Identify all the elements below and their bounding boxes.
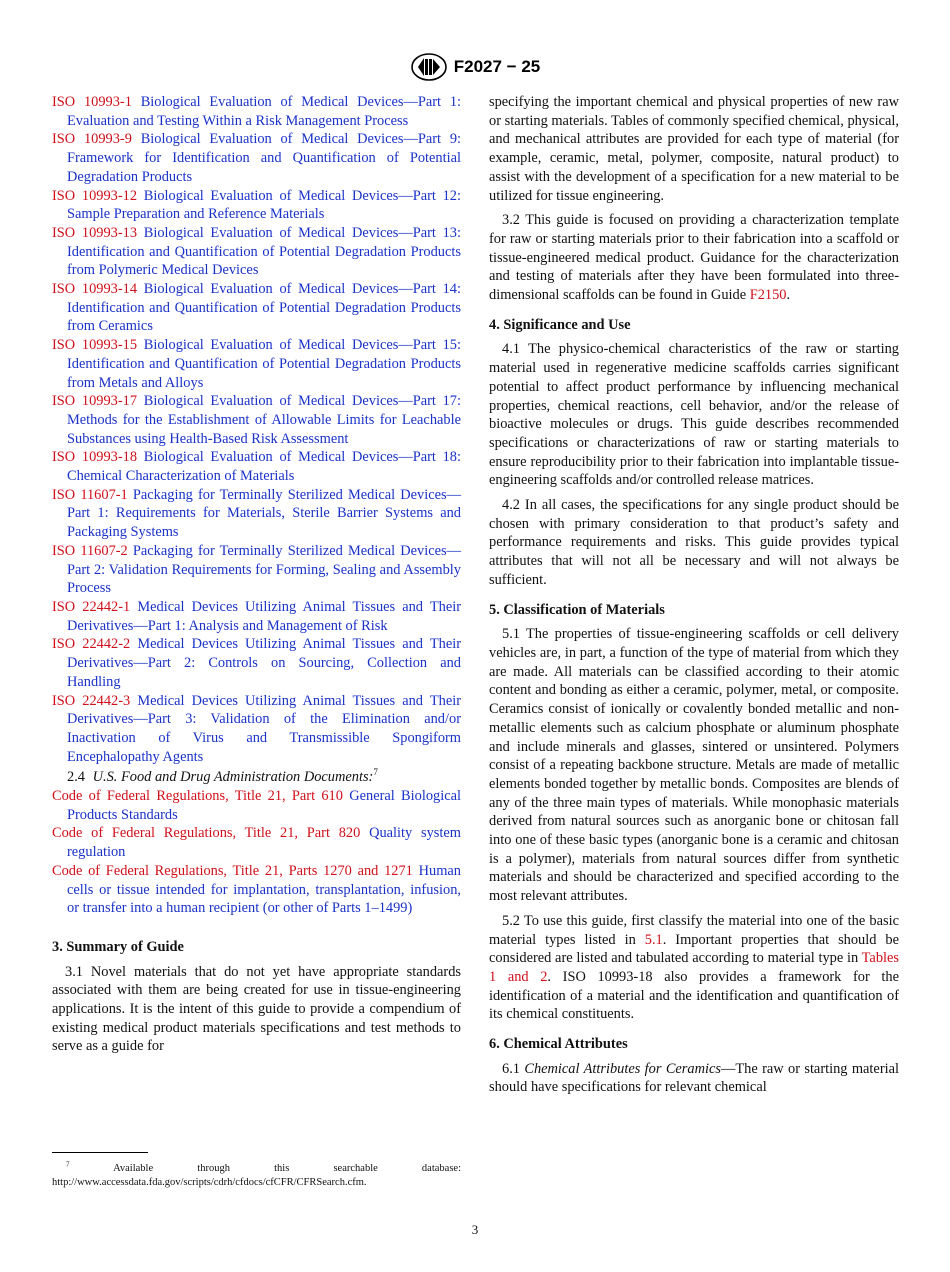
paragraph-6-1-number: 6.1 xyxy=(502,1060,525,1077)
iso-reference-entry xyxy=(52,598,461,635)
astm-logo-icon xyxy=(410,52,448,82)
reference-code-link[interactable]: Code of Federal Regulations, Title 21, Parts 1270 and 1271 xyxy=(52,862,413,879)
paragraph-3-2-end: . xyxy=(786,287,791,304)
fda-heading-number: 2.4 xyxy=(67,769,85,786)
fda-reference-entry xyxy=(52,787,461,824)
iso-reference-entry xyxy=(52,542,461,598)
iso-reference-entry xyxy=(52,336,461,392)
paragraph-5-2-text-b: . Important properties that should be considered are listed and tabulated according to material type in xyxy=(489,931,899,967)
iso-reference-entry xyxy=(52,224,461,280)
link-f2150[interactable]: F2150 xyxy=(749,287,787,304)
reference-code-link[interactable]: Code of Federal Regulations, Title 21, Part 820 xyxy=(52,825,361,842)
iso-reference-entry xyxy=(52,392,461,448)
paragraph-6-1 xyxy=(489,1060,899,1097)
left-column xyxy=(52,93,461,1062)
paragraph-4-2: 4.2 In all cases, the specifications for any single product should be chosen with primary consideration to that product’s safety and performance requirements and risks. This guide provides typical attributes that will not all be necessary and will not always be sufficient. xyxy=(489,497,899,588)
reference-title-link[interactable]: Biological Evaluation of Medical Devices—Part 18: Chemical Characterization of Materials xyxy=(67,449,461,485)
page-number: 3 xyxy=(471,1222,479,1237)
iso-reference-entry xyxy=(52,280,461,336)
section-6-heading: 6. Chemical Attributes xyxy=(489,1036,628,1053)
reference-title-link[interactable]: Quality system regulation xyxy=(67,825,461,861)
standard-designation: F2027 − 25 xyxy=(453,57,541,76)
footnote-divider xyxy=(52,1152,148,1153)
reference-title-link[interactable]: Biological Evaluation of Medical Devices—Part 14: Identification and Quantification of Potential Degradation Products from Ceramics xyxy=(67,281,461,335)
link-section-5-1[interactable]: 5.1 xyxy=(644,931,663,948)
paragraph-5-2-text-c: . ISO 10993-18 also provides a framework for the identification of a material and the identification and quantification of its chemical constituents. xyxy=(489,968,899,1023)
reference-title-link[interactable]: Biological Evaluation of Medical Devices—Part 1: Evaluation and Testing Within a Risk Management Process xyxy=(67,94,462,129)
section-5-heading: 5. Classification of Materials xyxy=(489,601,665,618)
reference-code-link[interactable]: ISO 22442-3 xyxy=(52,692,131,709)
reference-code-link[interactable]: ISO 10993-1 xyxy=(52,94,132,110)
reference-title-link[interactable]: Human cells or tissue intended for implantation, transplantation, infusion, or transfer into a human recipient (or other of Parts 1–1499) xyxy=(67,862,461,917)
paragraph-3-1-continued: specifying the important chemical and physical properties of new raw or starting materials. Tables of commonly specified chemical, physical, and mechanical attributes are provided for each type of material (for example, ceramic, metal, polymer, composite, natural product) to assist with the development of a specification for a new material to be utilized for tissue engineering. xyxy=(489,94,899,204)
iso-reference-entry xyxy=(52,130,461,186)
iso-reference-entry xyxy=(52,635,461,691)
reference-code-link[interactable]: ISO 10993-17 xyxy=(52,393,138,410)
reference-title-link[interactable]: Packaging for Terminally Sterilized Medical Devices—Part 2: Validation Requirements for Forming, Sealing and Assembly Process xyxy=(67,542,462,597)
section-4-heading: 4. Significance and Use xyxy=(489,316,631,333)
reference-code-link[interactable]: ISO 10993-13 xyxy=(52,224,138,241)
iso-reference-entry xyxy=(52,692,461,767)
fda-documents-heading xyxy=(52,768,461,787)
page-header xyxy=(0,52,950,82)
paragraph-5-1: 5.1 The properties of tissue-engineering scaffolds or cell delivery vehicles are, in part, a function of the type of material from which they are made. All materials can be classified according to their atomic content and bonding as either a ceramic, polymer, metal, or composite. Ceramics consist of ionically or covalently bonded metallic and non-metallic elements such as calcium phosphate or aluminum phosphate and include minerals and glasses, sintered or unsintered. Polymers consist of a repeating backbone structure. Metals are made of metallic elements bonded together by metallic bonds. Composites are blends of any of the three main types of materials. While monophasic materials derived from natural sources such as anorganic bone or chitosan fall into one of these basic types (anorganic bone is a ceramic and chitosan is a polymer), materials from natural sources differ from synthetic materials and should be characterized and specified according to the most relevant attributes. xyxy=(489,626,899,905)
fda-reference-entry xyxy=(52,824,461,861)
reference-title-link[interactable]: Biological Evaluation of Medical Devices—Part 12: Sample Preparation and Reference Materials xyxy=(67,187,461,223)
reference-code-link[interactable]: Code of Federal Regulations, Title 21, Part 610 xyxy=(52,788,343,805)
reference-title-link[interactable]: Biological Evaluation of Medical Devices—Part 13: Identification and Quantification of Potential Degradation Products from Polymeric Medical Devices xyxy=(67,224,461,279)
iso-reference-list xyxy=(52,93,461,766)
reference-code-link[interactable]: ISO 10993-12 xyxy=(52,187,138,204)
footnote-7-text: Available through this searchable database: http://www.accessdata.fda.gov/scripts/cdrh/cfdocs/cfCFR/CFRSearch.cfm. xyxy=(52,1163,461,1188)
reference-title-link[interactable]: Medical Devices Utilizing Animal Tissues and Their Derivatives—Part 2: Controls on Sourcing, Collection and Handling xyxy=(67,636,461,690)
reference-title-link[interactable]: Medical Devices Utilizing Animal Tissues and Their Derivatives—Part 3: Validation of the Elimination and/or Inactivation of Virus and Transmissible Spongiform Encephalopathy Agents xyxy=(67,692,461,765)
iso-reference-entry xyxy=(52,187,461,224)
footnote-7 xyxy=(52,1162,461,1190)
paragraph-3-1: 3.1 Novel materials that do not yet have appropriate standards associated with them are being created for use in tissue-engineering applications. It is the intent of this guide to provide a compendium of existing medical product materials specifications and test methods to serve as a guide for xyxy=(52,963,461,1055)
fda-heading-title: U.S. Food and Drug Administration Documents: xyxy=(92,769,374,786)
paragraph-6-1-text: —The raw or starting material should have specifications for relevant chemical xyxy=(489,1060,899,1096)
right-column xyxy=(489,93,899,1103)
paragraph-5-2 xyxy=(489,912,899,1024)
iso-reference-entry xyxy=(52,93,461,130)
paragraph-5-2-text-a: 5.2 To use this guide, first classify the material into one of the basic material types listed in xyxy=(489,912,899,948)
iso-reference-entry xyxy=(52,486,461,542)
reference-code-link[interactable]: ISO 11607-2 xyxy=(52,542,128,559)
reference-title-link[interactable]: Biological Evaluation of Medical Devices—Part 9: Framework for Identification and Quantification of Potential Degradation Products xyxy=(67,131,462,185)
reference-title-link[interactable]: Biological Evaluation of Medical Devices—Part 15: Identification and Quantification of Potential Degradation Products from Metals and Alloys xyxy=(67,337,461,391)
iso-reference-entry xyxy=(52,448,461,485)
reference-title-link[interactable]: Medical Devices Utilizing Animal Tissues and Their Derivatives—Part 1: Analysis and Management of Risk xyxy=(67,598,461,634)
reference-code-link[interactable]: ISO 10993-15 xyxy=(52,337,138,354)
fda-reference-entry xyxy=(52,862,461,918)
reference-title-link[interactable]: Packaging for Terminally Sterilized Medical Devices—Part 1: Requirements for Materials, Sterile Barrier Systems and Packaging Systems xyxy=(67,486,462,541)
section-3-heading: 3. Summary of Guide xyxy=(52,938,184,955)
fda-reference-list xyxy=(52,787,461,918)
reference-code-link[interactable]: ISO 22442-1 xyxy=(52,598,131,615)
reference-code-link[interactable]: ISO 11607-1 xyxy=(52,486,128,503)
reference-code-link[interactable]: ISO 10993-18 xyxy=(52,449,138,466)
reference-code-link[interactable]: ISO 10993-9 xyxy=(52,131,132,148)
paragraph-3-2 xyxy=(489,211,899,305)
reference-code-link[interactable]: ISO 22442-2 xyxy=(52,636,131,653)
footnote-7-mark: 7 xyxy=(66,1160,70,1169)
paragraph-6-1-title: Chemical Attributes for Ceramics xyxy=(524,1060,721,1077)
paragraph-3-2-text: 3.2 This guide is focused on providing a characterization template for raw or starting materials prior to their fabrication into a scaffold or tissue-engineered medical product. Guidance for the characterization and testing of materials after they have been formulated into three-dimensional scaffolds can be found in Guide xyxy=(489,212,899,304)
link-tables-1-and-2[interactable]: Tables 1 and 2 xyxy=(489,950,899,985)
footnote-mark: 7 xyxy=(373,767,378,778)
reference-title-link[interactable]: General Biological Products Standards xyxy=(67,788,461,823)
reference-code-link[interactable]: ISO 10993-14 xyxy=(52,281,138,298)
reference-title-link[interactable]: Biological Evaluation of Medical Devices—Part 17: Methods for the Establishment of Allowable Limits for Leachable Substances using Health-Based Risk Assessment xyxy=(67,393,461,447)
paragraph-4-1: 4.1 The physico-chemical characteristics of the raw or starting material used in regenerative medicine scaffolds carries significant potential to affect product performance by influencing mechanical properties, chemical reactions, cell behavior, and/or the release of bioactive molecules or drugs. This guide describes recommended specifications or characterizations of raw or starting materials to ensure reproducibility prior to their fabrication into implantable tissue-engineering scaffolds and/or controlled release matrices. xyxy=(489,341,899,489)
